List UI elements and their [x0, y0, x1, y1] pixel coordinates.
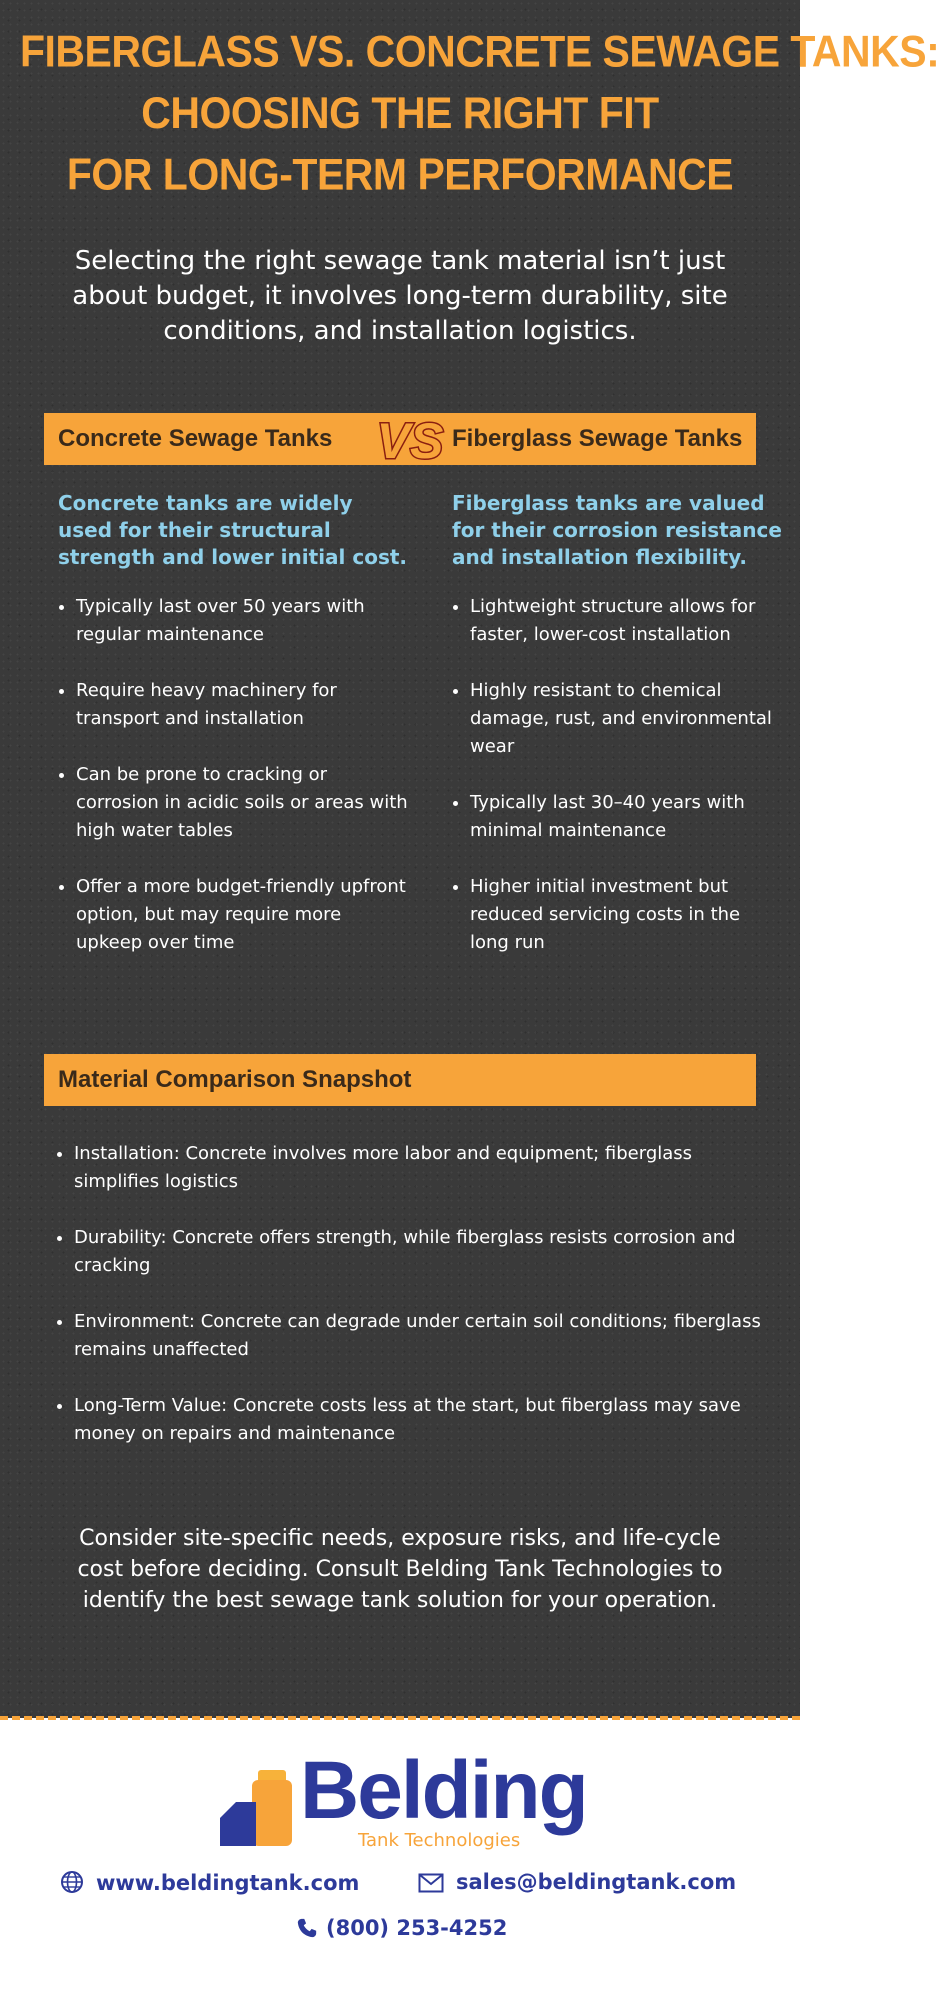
intro-text: Selecting the right sewage tank material isn’t just about budget, it involves long-term durability, site conditions, and installation logistics.	[72, 246, 728, 346]
concrete-label: Concrete Sewage Tanks	[58, 425, 333, 452]
email-link[interactable]	[418, 1870, 736, 1894]
comparison-header-band	[44, 413, 756, 469]
vs-label: VS	[376, 413, 444, 469]
vs-badge-icon	[364, 412, 456, 469]
title-line: FOR LONG-TERM PERFORMANCE	[66, 149, 734, 200]
website-text: www.beldingtank.com	[96, 1871, 360, 1895]
list-item: • Installation: Concrete involves more labor and equipment; fiberglass simplifies logistics	[74, 1140, 766, 1196]
phone-icon	[296, 1917, 318, 1939]
page-title	[20, 21, 939, 206]
list-item: • Durability: Concrete offers strength, while fiberglass resists corrosion and cracking	[74, 1224, 766, 1280]
fiberglass-heading: Fiberglass tanks are valued for their corrosion resistance and installation flexibility.	[452, 491, 782, 569]
snapshot-title: Material Comparison Snapshot	[58, 1066, 412, 1093]
list-item: • Higher initial investment but reduced servicing costs in the long run	[470, 873, 782, 957]
title-line: CHOOSING THE RIGHT FIT	[141, 88, 659, 138]
list-item: • Environment: Concrete can degrade under certain soil conditions; fiberglass remains unaffected	[74, 1308, 766, 1364]
mail-icon	[418, 1873, 444, 1893]
concrete-heading: Concrete tanks are widely used for their structural strength and lower initial cost.	[58, 491, 408, 569]
snapshot-list	[56, 1140, 766, 1476]
title-line: FIBERGLASS VS. CONCRETE SEWAGE TANKS:	[20, 26, 939, 77]
concrete-points	[58, 593, 408, 957]
phone-link[interactable]	[296, 1916, 507, 1940]
website-link[interactable]	[60, 1870, 359, 1895]
list-item: • Typically last 30–40 years with minimal maintenance	[470, 789, 782, 845]
concrete-column	[58, 490, 408, 985]
email-text: sales@beldingtank.com	[456, 1870, 737, 1894]
snapshot-header-band	[44, 1054, 756, 1106]
phone-text: (800) 253-4252	[326, 1916, 508, 1940]
fiberglass-column	[452, 490, 782, 985]
list-item: • Can be prone to cracking or corrosion in acidic soils or areas with high water tables	[76, 761, 408, 845]
brand-name: Belding	[300, 1745, 587, 1836]
brand-logo	[218, 1745, 588, 1864]
brand-tagline: Tank Technologies	[358, 1830, 521, 1851]
tank-logo-icon	[218, 1762, 298, 1862]
list-item: • Highly resistant to chemical damage, rust, and environmental wear	[470, 677, 782, 761]
fiberglass-points	[452, 593, 782, 957]
list-item: • Offer a more budget-friendly upfront option, but may require more upkeep over time	[76, 873, 408, 957]
list-item: • Lightweight structure allows for faster, lower-cost installation	[470, 593, 782, 649]
list-item: • Require heavy machinery for transport and installation	[76, 677, 408, 733]
list-item: • Typically last over 50 years with regular maintenance	[76, 593, 408, 649]
divider	[0, 1716, 800, 1720]
fiberglass-label: Fiberglass Sewage Tanks	[452, 425, 743, 452]
globe-icon	[60, 1870, 84, 1894]
closing-text: Consider site-specific needs, exposure risks, and life-cycle cost before deciding. Consult Belding Tank Technologies to identify the best sewage tank solution for your operation.	[77, 1526, 723, 1613]
list-item: • Long-Term Value: Concrete costs less at the start, but fiberglass may save money on repairs and maintenance	[74, 1392, 766, 1448]
